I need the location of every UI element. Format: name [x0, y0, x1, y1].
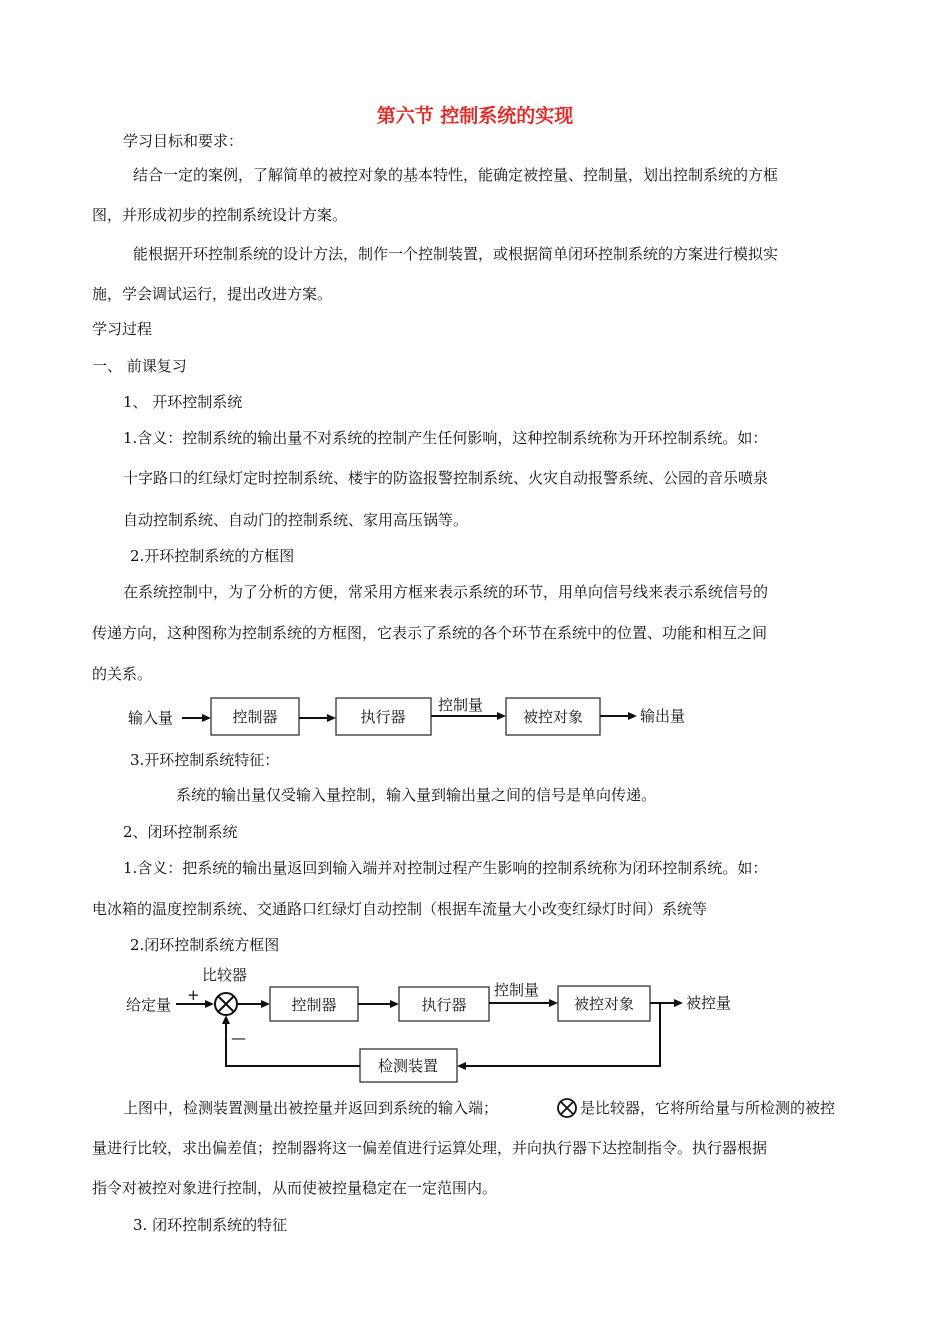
comparator-label: 比较器 — [202, 966, 248, 984]
closed-loop-explanation-line-1b: 是比较器，它将所给量与所检测的被控 — [580, 1099, 836, 1117]
goal-1-line-1: 结合一定的案例，了解简单的被控对象的基本特性，能确定被控量、控制量，划出控制系统的方框 — [133, 166, 779, 184]
section-1-heading: 一、 前课复习 — [92, 357, 187, 375]
closed-loop-definition-line-2: 电冰箱的温度控制系统、交通路口红绿灯自动控制（根据车流量大小改变红绿灯时间）系统等 — [92, 900, 708, 918]
diagram-output-label: 输出量 — [640, 707, 686, 725]
controller-block-label: 控制器 — [232, 708, 278, 726]
comparator-symbol — [215, 993, 237, 1015]
control-variable-label: 控制量 — [494, 981, 540, 999]
open-loop-heading: 1、 开环控制系统 — [123, 393, 243, 411]
closed-loop-explanation-line-1a: 上图中，检测装置测量出被控量并返回到系统的输入端； — [123, 1099, 499, 1117]
comparator-inline-icon — [556, 1097, 578, 1119]
goal-1-line-2: 图，并形成初步的控制系统设计方案。 — [92, 206, 348, 224]
open-loop-diagram-text-line-1: 在系统控制中，为了分析的方便，常采用方框来表示系统的环节，用单向信号线来表示系统信号的 — [123, 583, 769, 601]
actuator-block-label: 执行器 — [421, 996, 467, 1014]
controlled-variable-label: 被控量 — [686, 994, 732, 1012]
closed-loop-explanation-line-3: 指令对被控对象进行控制，从而使被控量稳定在一定范围内。 — [92, 1179, 498, 1197]
open-loop-definition-line-3: 自动控制系统、自动门的控制系统、家用高压锅等。 — [123, 511, 469, 529]
closed-loop-diagram-heading: 2.闭环控制系统方框图 — [130, 936, 280, 954]
plant-block-label: 被控对象 — [522, 708, 584, 726]
open-loop-diagram-text-line-3: 的关系。 — [92, 665, 153, 683]
closed-loop-explanation-line-2: 量进行比较，求出偏差值；控制器将这一偏差值进行运算处理，并向执行器下达控制指令。执行器根据 — [92, 1139, 768, 1157]
page-title: 第六节 控制系统的实现 — [376, 105, 574, 127]
setpoint-label: 给定量 — [126, 996, 172, 1014]
process-heading: 学习过程 — [92, 320, 153, 338]
open-loop-feature-heading: 3.开环控制系统特征： — [130, 751, 280, 769]
goal-2-line-1: 能根据开环控制系统的设计方法，制作一个控制装置，或根据简单闭环控制系统的方案进行模拟实 — [133, 245, 779, 263]
goals-heading: 学习目标和要求： — [123, 132, 244, 150]
control-variable-label: 控制量 — [438, 696, 484, 714]
open-loop-diagram-heading: 2.开环控制系统的方框图 — [130, 547, 295, 565]
open-loop-definition-line-2: 十字路口的红绿灯定时控制系统、楼宇的防盗报警控制系统、火灾自动报警系统、公园的音乐喷泉 — [123, 469, 769, 487]
plus-sign: + — [187, 986, 200, 1004]
closed-loop-feature-heading: 3. 闭环控制系统的特征 — [133, 1216, 288, 1234]
plant-block-label: 被控对象 — [573, 995, 635, 1013]
closed-loop-definition-line-1: 1.含义：把系统的输出量返回到输入端并对控制过程产生影响的控制系统称为闭环控制系统。如： — [123, 859, 768, 877]
sensor-block-label: 检测装置 — [377, 1057, 439, 1075]
goal-2-line-2: 施，学会调试运行，提出改进方案。 — [92, 285, 333, 303]
open-loop-diagram-text-line-2: 传递方向，这种图称为控制系统的方框图，它表示了系统的各个环节在系统中的位置、功能和相互之间 — [92, 624, 768, 642]
minus-sign: — — [231, 1029, 246, 1047]
closed-loop-heading: 2、闭环控制系统 — [123, 823, 238, 841]
controller-block-label: 控制器 — [291, 996, 337, 1014]
open-loop-definition-line-1: 1.含义：控制系统的输出量不对系统的控制产生任何影响，这种控制系统称为开环控制系统。如： — [123, 429, 768, 447]
open-loop-feature-text: 系统的输出量仅受输入量控制，输入量到输出量之间的信号是单向传递。 — [176, 786, 657, 804]
diagram-input-label: 输入量 — [128, 709, 174, 727]
actuator-block-label: 执行器 — [360, 708, 406, 726]
